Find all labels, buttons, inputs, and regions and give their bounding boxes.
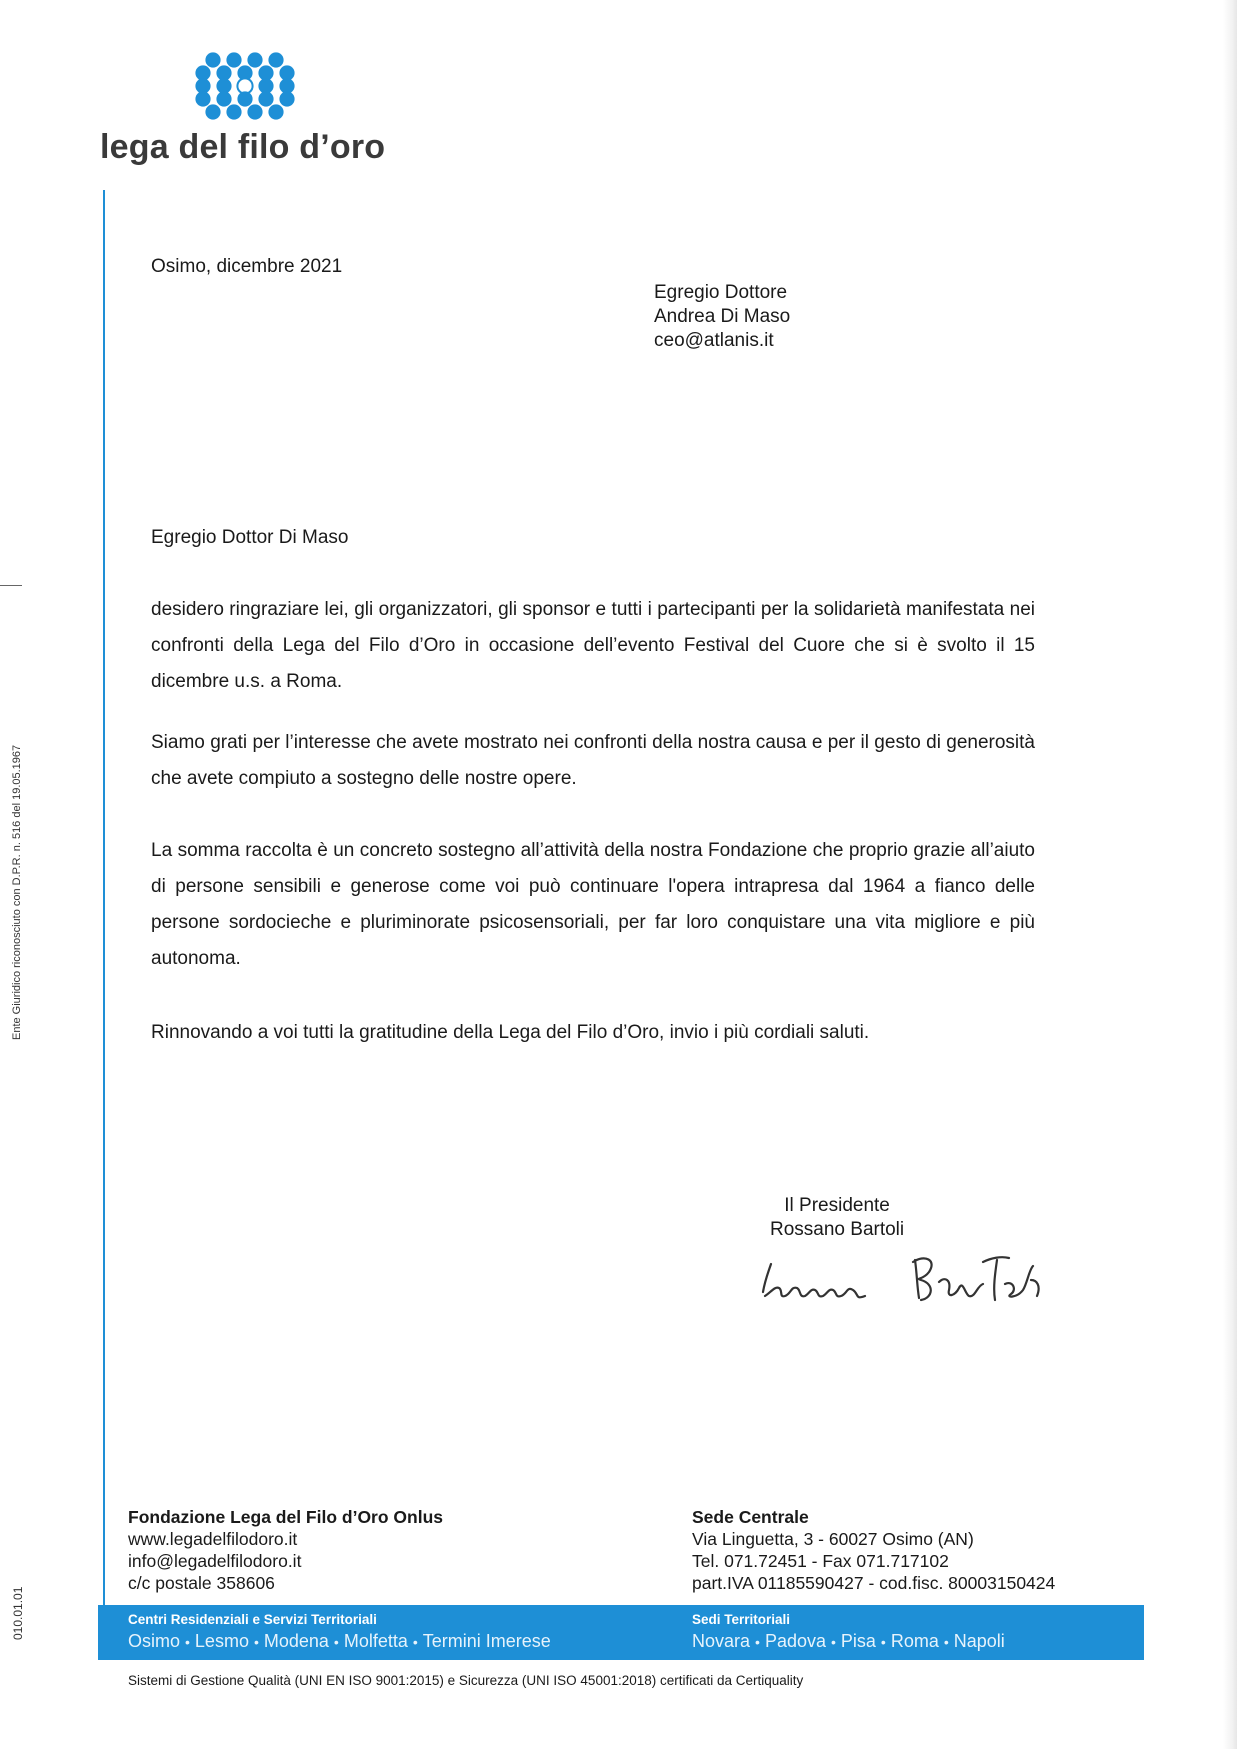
logo-dot	[258, 65, 273, 80]
handwritten-signature	[755, 1240, 1065, 1320]
logo-dot	[195, 78, 210, 93]
margin-rule	[103, 190, 105, 1620]
footer-foundation	[128, 1506, 443, 1594]
footer-headquarters	[692, 1506, 1055, 1594]
residential-centers-title: Centri Residenziali e Servizi Territoriali	[128, 1612, 377, 1627]
logo-dot	[205, 104, 220, 119]
separator-dot: •	[253, 1634, 259, 1650]
paragraph: desidero ringraziare lei, gli organizzatori, gli sponsor e tutti i partecipanti per la solidarietà manifestata nei confronti della Lega del Filo d’Oro in occasione dell’evento Festival del Cuore che si è svolto il 15 dicembre u.s. a Roma.	[151, 599, 1035, 692]
city-name: Pisa	[840, 1631, 876, 1651]
paragraph: Rinnovando a voi tutti la gratitudine della Lega del Filo d’Oro, invio i più cordiali saluti.	[151, 1022, 870, 1043]
separator-dot: •	[755, 1634, 760, 1650]
paragraph: La somma raccolta è un concreto sostegno all’attività della nostra Fondazione che proprio grazie all’aiuto di persone sensibili e generose come voi può continuare l'opera intrapresa dal 1964 a fianco delle persone sordocieche e pluriminorate psicosensoriali, per far loro conquistare una vita migliore e più autonoma.	[151, 840, 1035, 969]
signoff-block	[770, 1194, 904, 1242]
logo-dot	[226, 104, 241, 119]
document-code: 010.01.01	[11, 1586, 25, 1640]
signoff-title: Il Presidente	[784, 1195, 890, 1216]
salutation: Egregio Dottor Di Maso	[151, 527, 349, 548]
logo-dot	[247, 52, 262, 67]
logo-dot	[216, 78, 231, 93]
logo-dot	[237, 91, 252, 106]
headquarters-phone: Tel. 071.72451 - Fax 071.717102	[692, 1551, 949, 1571]
website-link[interactable]: www.legadelfilodoro.it	[128, 1529, 298, 1549]
legal-notice: Ente Giuridico riconosciuto con D.P.R. n. 516 del 19.05.1967	[11, 744, 23, 1040]
fold-mark	[0, 585, 22, 586]
city-name: Molfetta	[343, 1631, 408, 1651]
recipient-address	[654, 281, 790, 353]
logo-dot	[268, 104, 283, 119]
separator-dot: •	[185, 1634, 190, 1650]
logo-dot	[237, 78, 252, 93]
city-name: Padova	[764, 1631, 826, 1651]
city-name: Novara	[692, 1631, 751, 1651]
recipient-email: ceo@atlanis.it	[654, 330, 774, 351]
city-name: Osimo	[128, 1631, 181, 1651]
headquarters-address: Via Linguetta, 3 - 60027 Osimo (AN)	[692, 1529, 974, 1549]
city-name: Modena	[263, 1631, 329, 1651]
city-name: Lesmo	[194, 1631, 249, 1651]
separator-dot: •	[412, 1634, 418, 1650]
recipient-line: Egregio Dottore	[654, 282, 788, 303]
footer-locations-bar	[98, 1605, 1144, 1660]
logo-dot	[279, 91, 294, 106]
city-name: Termini Imerese	[422, 1631, 551, 1651]
separator-dot: •	[943, 1634, 949, 1650]
postal-account: c/c postale 358606	[128, 1573, 275, 1593]
separator-dot: •	[880, 1634, 886, 1650]
residential-centers-list	[128, 1629, 551, 1654]
logo-dot	[279, 65, 294, 80]
certification-note: Sistemi di Gestione Qualità (UNI EN ISO 9001:2015) e Sicurezza (UNI ISO 45001:2018) certificati da Certiquality	[128, 1673, 804, 1688]
separator-dot: •	[333, 1634, 339, 1650]
logo-dot	[226, 52, 241, 67]
logo-dot	[195, 65, 210, 80]
residential-centers	[128, 1611, 551, 1654]
headquarters-tax: part.IVA 01185590427 - cod.fisc. 80003150424	[692, 1573, 1056, 1593]
blue-dots-logo-icon	[183, 52, 303, 122]
logo-dot	[216, 65, 231, 80]
recipient-line: Andrea Di Maso	[654, 306, 791, 327]
brand-name: lega del filo d’oro	[100, 128, 386, 166]
territorial-offices	[692, 1611, 1005, 1654]
foundation-name: Fondazione Lega del Filo d’Oro Onlus	[128, 1507, 444, 1527]
signoff-name: Rossano Bartoli	[770, 1219, 905, 1240]
email-link[interactable]: info@legadelfilodoro.it	[128, 1551, 302, 1571]
logo-dot	[216, 91, 231, 106]
separator-dot: •	[831, 1634, 836, 1650]
territorial-offices-list	[692, 1629, 1005, 1654]
logo-dot	[195, 91, 210, 106]
letter-date: Osimo, dicembre 2021	[151, 256, 343, 277]
city-name: Roma	[890, 1631, 939, 1651]
logo-dot	[258, 91, 273, 106]
logo-dot	[279, 78, 294, 93]
page-edge-shadow	[1223, 0, 1237, 1749]
city-name: Napoli	[953, 1631, 1005, 1651]
territorial-offices-title: Sedi Territoriali	[692, 1612, 791, 1627]
logo-dot	[258, 78, 273, 93]
logo-dot	[268, 52, 283, 67]
paragraph: Siamo grati per l’interesse che avete mostrato nei confronti della nostra causa e per il gesto di generosità che avete compiuto a sostegno delle nostre opere.	[151, 732, 1035, 789]
logo-dot	[247, 104, 262, 119]
logo-dot	[205, 52, 220, 67]
headquarters-title: Sede Centrale	[692, 1507, 809, 1527]
